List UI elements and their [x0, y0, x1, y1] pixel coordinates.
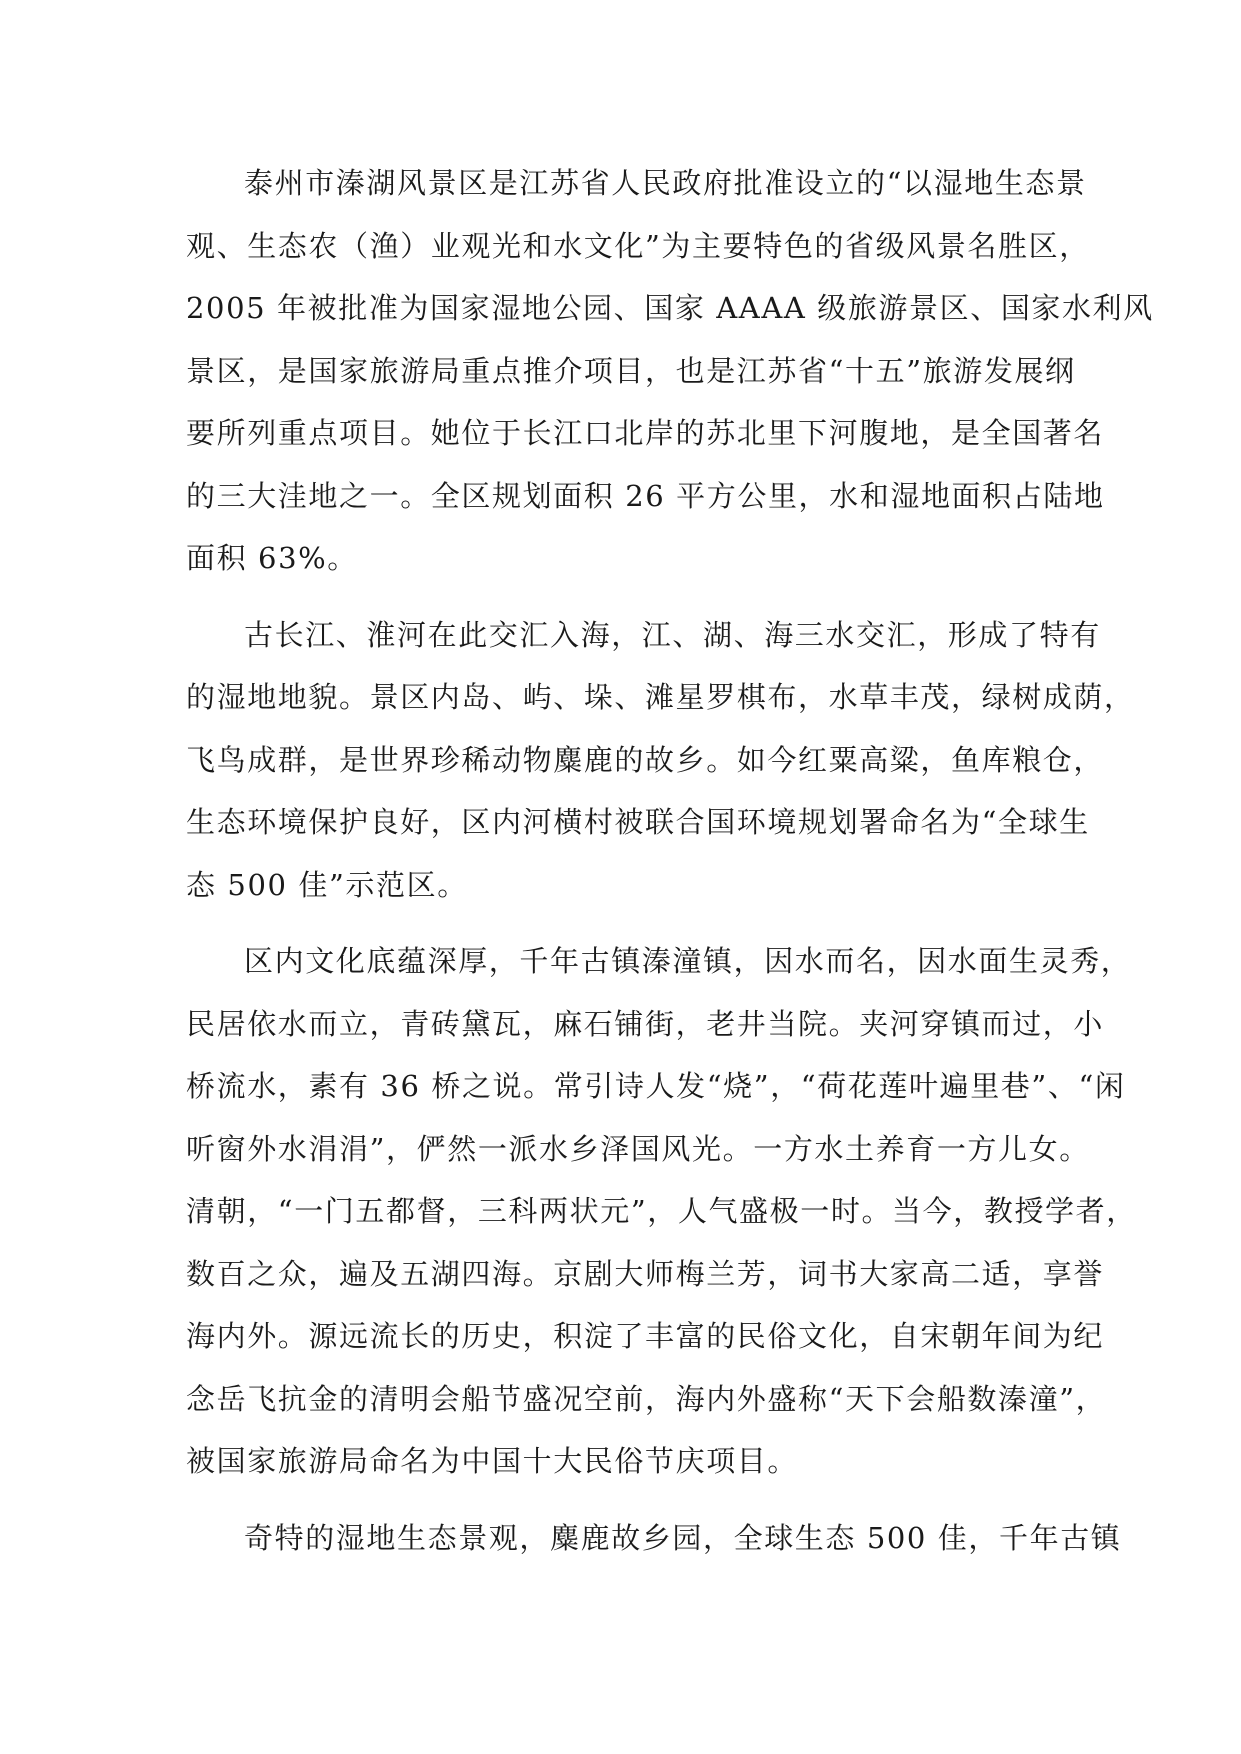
text-line: 景区，是国家旅游局重点推介项目，也是江苏省“十五”旅游发展纲 — [186, 353, 1076, 388]
document-body — [186, 152, 1154, 1569]
text-line: 要所列重点项目。她位于长江口北岸的苏北里下河腹地，是全国著名 — [186, 416, 1105, 450]
text-line: 古长江、淮河在此交汇入海，江、湖、海三水交汇，形成了特有 — [244, 617, 1101, 652]
paragraph-3 — [186, 930, 1137, 1493]
text-line: 的三大洼地之一。全区规划面积 26 平方公里，水和湿地面积占陆地 — [186, 478, 1105, 513]
text-line: 泰州市溱湖风景区是江苏省人民政府批准设立的“以湿地生态景 — [244, 166, 1087, 200]
text-line: 飞鸟成群，是世界珍稀动物麋鹿的故乡。如今红粟高粱，鱼库粮仓， — [186, 742, 1105, 777]
paragraph-1 — [186, 152, 1154, 590]
text-line: 生态环境保护良好，区内河横村被联合国环境规划署命名为“全球生 — [186, 805, 1090, 839]
text-line: 的湿地地貌。景区内岛、屿、垛、滩星罗棋布，水草丰茂，绿树成荫， — [186, 680, 1135, 714]
text-line: 面积 63%。 — [186, 541, 358, 575]
text-line: 区内文化底蕴深厚，千年古镇溱潼镇，因水而名，因水面生灵秀， — [244, 944, 1132, 978]
text-line: 被国家旅游局命名为中国十大民俗节庆项目。 — [186, 1444, 799, 1478]
text-line: 态 500 佳”示范区。 — [186, 867, 468, 902]
text-line: 听窗外水涓涓”，俨然一派水乡泽国风光。一方水土养育一方儿女。 — [186, 1131, 1090, 1166]
text-line: 民居依水而立，青砖黛瓦，麻石铺街，老井当院。夹河穿镇而过，小 — [186, 1006, 1105, 1041]
text-line: 桥流水，素有 36 桥之说。常引诗人发“烧”，“荷花莲叶遍里巷”、“闲 — [186, 1069, 1126, 1103]
text-line: 观、生态农（渔）业观光和水文化”为主要特色的省级风景名胜区， — [186, 228, 1090, 263]
paragraph-4 — [186, 1507, 1122, 1570]
text-line: 数百之众，遍及五湖四海。京剧大师梅兰芳，词书大家高二适，享誉 — [186, 1256, 1105, 1291]
text-line: 清朝，“一门五都督，三科两状元”，人气盛极一时。当今，教授学者， — [186, 1194, 1137, 1228]
text-line: 奇特的湿地生态景观，麋鹿故乡园，全球生态 500 佳，千年古镇 — [244, 1520, 1122, 1555]
text-line: 念岳飞抗金的清明会船节盛况空前，海内外盛称“天下会船数溱潼”， — [186, 1381, 1107, 1416]
paragraph-2 — [186, 604, 1135, 917]
text-line: 海内外。源远流长的历史，积淀了丰富的民俗文化，自宋朝年间为纪 — [186, 1319, 1105, 1353]
text-line: 2005 年被批准为国家湿地公园、国家 AAAA 级旅游景区、国家水利风 — [186, 291, 1154, 325]
